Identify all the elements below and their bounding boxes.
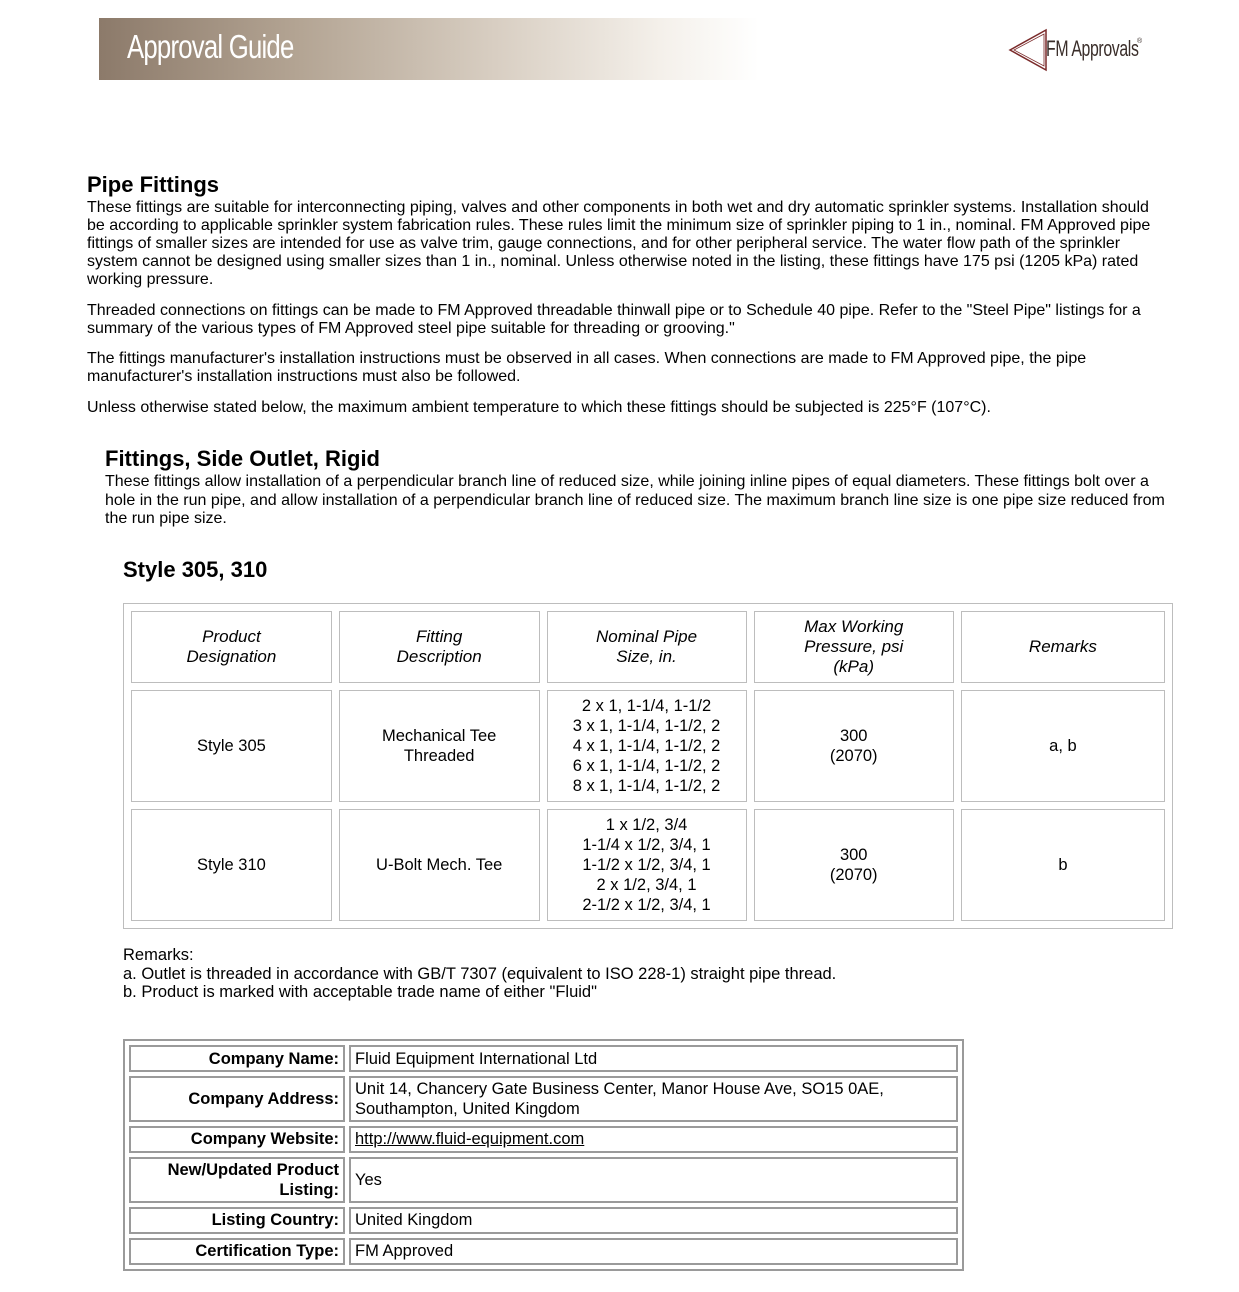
registered-mark: ® <box>1137 38 1143 45</box>
fm-approvals-logo <box>1008 26 1148 76</box>
header-fitting-description: Fitting Description <box>339 611 540 683</box>
company-address-row <box>129 1076 958 1122</box>
cell-description: U-Bolt Mech. Tee <box>339 809 540 921</box>
header-remarks: Remarks <box>961 611 1165 683</box>
listing-value: Yes <box>349 1157 958 1203</box>
cell-pressure: 300 (2070) <box>754 809 954 921</box>
cell-sizes: 2 x 1, 1-1/4, 1-1/2 3 x 1, 1-1/4, 1-1/2, 2 4 x 1, 1-1/4, 1-1/2, 2 6 x 1, 1-1/4, 1-1/2, 2 8 x 1, 1-1/4, 1-1/2, 2 <box>547 690 747 802</box>
table-header-row <box>131 611 1165 683</box>
page-title: Pipe Fittings <box>87 172 219 197</box>
header-nominal-pipe-size: Nominal Pipe Size, in. <box>547 611 747 683</box>
section-description: These fittings allow installation of a perpendicular branch line of reduced size, while joining inline pipes of equal diameters. These fittings bolt over a hole in the run pipe, and allow installation of a perpendicular branch line of reduced size. The maximum branch line size is one pipe size reduced from the run pipe size. <box>105 473 1165 527</box>
approval-guide-banner <box>99 18 759 80</box>
section-title: Fittings, Side Outlet, Rigid <box>105 446 380 471</box>
intro-paragraph-1: These fittings are suitable for interconnecting piping, valves and other components in both wet and dry automatic sprinkler systems. Installation should be according to applicable sprinkler system fabrication rules. These rules limit the minimum size of sprinkler piping to 1 in., nominal. FM Approved pipe fittings of smaller sizes are intended for use as valve trim, gauge connections, and for other peripheral service. The water flow path of the sprinkler system cannot be designed using smaller sizes than 1 in., nominal. Unless otherwise noted in the listing, these fittings have 175 psi (1205 kPa) rated working pressure. <box>87 199 1151 288</box>
cell-remarks: a, b <box>961 690 1165 802</box>
table-row <box>131 690 1165 802</box>
company-name-value: Fluid Equipment International Ltd <box>349 1045 958 1072</box>
company-name-label: Company Name: <box>129 1045 345 1072</box>
header-max-working-pressure: Max Working Pressure, psi (kPa) <box>754 611 954 683</box>
company-name-row <box>129 1045 958 1072</box>
intro-paragraph-4: Unless otherwise stated below, the maximum ambient temperature to which these fittings should be subjected is 225°F (107°C). <box>87 399 991 416</box>
cell-pressure: 300 (2070) <box>754 690 954 802</box>
intro-paragraph-2: Threaded connections on fittings can be made to FM Approved threadable thinwall pipe or to Schedule 40 pipe. Refer to the "Steel Pipe" listings for a summary of the various types of FM Approved steel pipe suitable for threading or grooving." <box>87 302 1141 337</box>
listing-row <box>129 1157 958 1203</box>
company-website-link[interactable]: http://www.fluid-equipment.com <box>355 1130 585 1149</box>
company-address-label: Company Address: <box>129 1076 345 1122</box>
remark-b: b. Product is marked with acceptable trade name of either "Fluid" <box>123 983 597 1001</box>
intro-paragraph-3: The fittings manufacturer's installation instructions must be observed in all cases. When connections are made to FM Approved pipe, the pipe manufacturer's installation instructions must also be followed. <box>87 350 1087 385</box>
country-label: Listing Country: <box>129 1207 345 1234</box>
cell-designation: Style 305 <box>131 690 332 802</box>
company-website-label: Company Website: <box>129 1126 345 1153</box>
remarks-title: Remarks: <box>123 946 194 964</box>
certification-label: Certification Type: <box>129 1238 345 1265</box>
logo-text: FM Approvals <box>1046 36 1139 61</box>
company-info-table <box>123 1039 964 1271</box>
banner-title: Approval Guide <box>127 28 294 65</box>
listing-label: New/Updated Product Listing: <box>129 1157 345 1203</box>
cell-sizes: 1 x 1/2, 3/4 1-1/4 x 1/2, 3/4, 1 1-1/2 x 1/2, 3/4, 1 2 x 1/2, 3/4, 1 2-1/2 x 1/2, 3/4, 1 <box>547 809 747 921</box>
remark-a: a. Outlet is threaded in accordance with GB/T 7307 (equivalent to ISO 228-1) straight pipe thread. <box>123 964 837 983</box>
style-title: Style 305, 310 <box>123 557 268 582</box>
spec-table <box>123 603 1173 929</box>
remarks-block <box>123 946 836 1002</box>
cell-remarks: b <box>961 809 1165 921</box>
country-value: United Kingdom <box>349 1207 958 1234</box>
table-row <box>131 809 1165 921</box>
certification-row <box>129 1238 958 1265</box>
certification-value: FM Approved <box>349 1238 958 1265</box>
cell-description: Mechanical Tee Threaded <box>339 690 540 802</box>
header-product-designation: Product Designation <box>131 611 332 683</box>
cell-designation: Style 310 <box>131 809 332 921</box>
company-address-value: Unit 14, Chancery Gate Business Center, Manor House Ave, SO15 0AE, Southampton, United Kingdom <box>349 1076 958 1122</box>
company-website-row <box>129 1126 958 1153</box>
country-row <box>129 1207 958 1234</box>
